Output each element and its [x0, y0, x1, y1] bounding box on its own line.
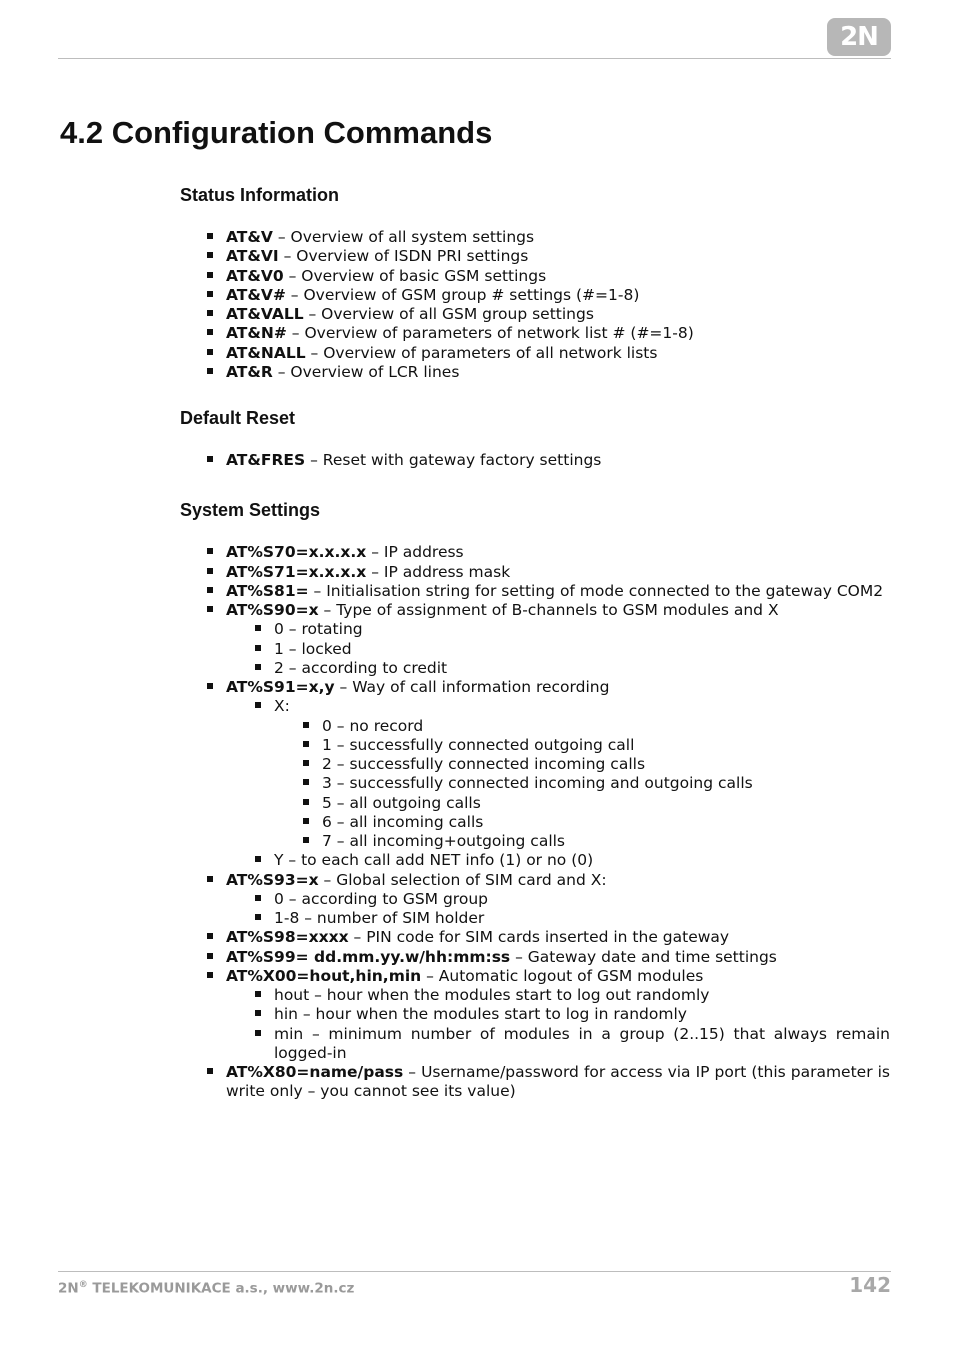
list-item: AT%S99= dd.mm.yy.w/hh:mm:ss – Gateway date and time settings	[226, 948, 890, 967]
sub-list-item: hout – hour when the modules start to log out randomly	[274, 986, 890, 1005]
list-item: AT&V# – Overview of GSM group # settings (#=1-8)	[226, 286, 890, 305]
footer-rule	[58, 1271, 891, 1272]
sub-sub-list-item: 5 – all outgoing calls	[322, 794, 890, 813]
list-item: AT%X80=name/pass – Username/password for access via IP port (this parameter is write only – you cannot see its value)	[226, 1063, 890, 1101]
list-item: AT%S71=x.x.x.x – IP address mask	[226, 563, 890, 582]
sub-list	[274, 890, 890, 929]
sub-list-item: 0 – according to GSM group	[274, 890, 890, 909]
list-item: AT&NALL – Overview of parameters of all network lists	[226, 344, 890, 363]
list-item: AT%S70=x.x.x.x – IP address	[226, 543, 890, 562]
list-item: AT&N# – Overview of parameters of network list # (#=1-8)	[226, 324, 890, 343]
sub-sub-list	[322, 717, 890, 852]
sub-list-item: hin – hour when the modules start to log in randomly	[274, 1005, 890, 1024]
list-item: AT%S81= – Initialisation string for setting of mode connected to the gateway COM2	[226, 582, 890, 601]
list-item: AT%S98=xxxx – PIN code for SIM cards inserted in the gateway	[226, 928, 890, 947]
list-item: AT%S93=x – Global selection of SIM card and X: 0 – according to GSM group 1-8 – number of SIM holder	[226, 871, 890, 929]
brand-logo: 2N	[827, 18, 891, 56]
list-item: AT%S90=x – Type of assignment of B-channels to GSM modules and X 0 – rotating 1 – locked 2 – according to credit	[226, 601, 890, 678]
sub-list-item: X: 0 – no record 1 – successfully connected outgoing call 2 – successfully connected incoming calls 3 – successfully connected incoming and outgoing calls 5 – all outgoing calls 6 – all incoming calls 7 – all incoming+outgoing calls	[274, 697, 890, 851]
sub-list-item: 1-8 – number of SIM holder	[274, 909, 890, 928]
sub-sub-list-item: 6 – all incoming calls	[322, 813, 890, 832]
sub-sub-list-item: 2 – successfully connected incoming calls	[322, 755, 890, 774]
list-item: AT&FRES – Reset with gateway factory settings	[226, 451, 890, 470]
page-number: 142	[849, 1273, 891, 1297]
list-item: AT%S91=x,y – Way of call information recording X: 0 – no record 1 – successfully connected outgoing call 2 – successfully connected incoming calls 3 – successfully connected incoming and outgoing calls 5 – all outgoing calls 6 – all incoming calls 7 – all incoming+outgoing calls Y – to each call add NET info (1) or no (0)	[226, 678, 890, 871]
section-heading-system: System Settings	[180, 500, 321, 521]
sub-sub-list-item: 3 – successfully connected incoming and outgoing calls	[322, 774, 890, 793]
system-command-list	[226, 543, 890, 1101]
page-title: 4.2 Configuration Commands	[60, 115, 493, 150]
list-item: AT&V0 – Overview of basic GSM settings	[226, 267, 890, 286]
sub-list-item: Y – to each call add NET info (1) or no (0)	[274, 851, 890, 870]
list-item: AT&VALL – Overview of all GSM group settings	[226, 305, 890, 324]
footer-company: 2N® TELEKOMUNIKACE a.s., www.2n.cz	[58, 1280, 355, 1297]
sub-sub-list-item: 0 – no record	[322, 717, 890, 736]
sub-list-item: min – minimum number of modules in a group (2..15) that always remain logged-in	[274, 1024, 890, 1062]
list-item: AT&R – Overview of LCR lines	[226, 363, 890, 382]
reset-command-list	[226, 451, 890, 470]
sub-list	[274, 986, 890, 1063]
sub-list-item: 1 – locked	[274, 640, 890, 659]
sub-list-item: 0 – rotating	[274, 620, 890, 639]
section-heading-status: Status Information	[180, 185, 340, 205]
header-rule	[58, 58, 891, 59]
list-item: AT&VI – Overview of ISDN PRI settings	[226, 247, 890, 266]
section-heading-reset: Default Reset	[180, 408, 296, 428]
sub-list-item: 2 – according to credit	[274, 659, 890, 678]
list-item: AT%X00=hout,hin,min – Automatic logout of GSM modules hout – hour when the modules start to log out randomly hin – hour when the modules start to log in randomly min – minimum number of modules in a group (2..15) that always remain logged-in	[226, 966, 890, 1062]
status-command-list	[226, 228, 890, 382]
sub-list	[274, 620, 890, 678]
document-body	[180, 178, 890, 1102]
sub-sub-list-item: 1 – successfully connected outgoing call	[322, 736, 890, 755]
sub-sub-list-item: 7 – all incoming+outgoing calls	[322, 832, 890, 851]
list-item: AT&V – Overview of all system settings	[226, 228, 890, 247]
sub-list	[274, 697, 890, 870]
